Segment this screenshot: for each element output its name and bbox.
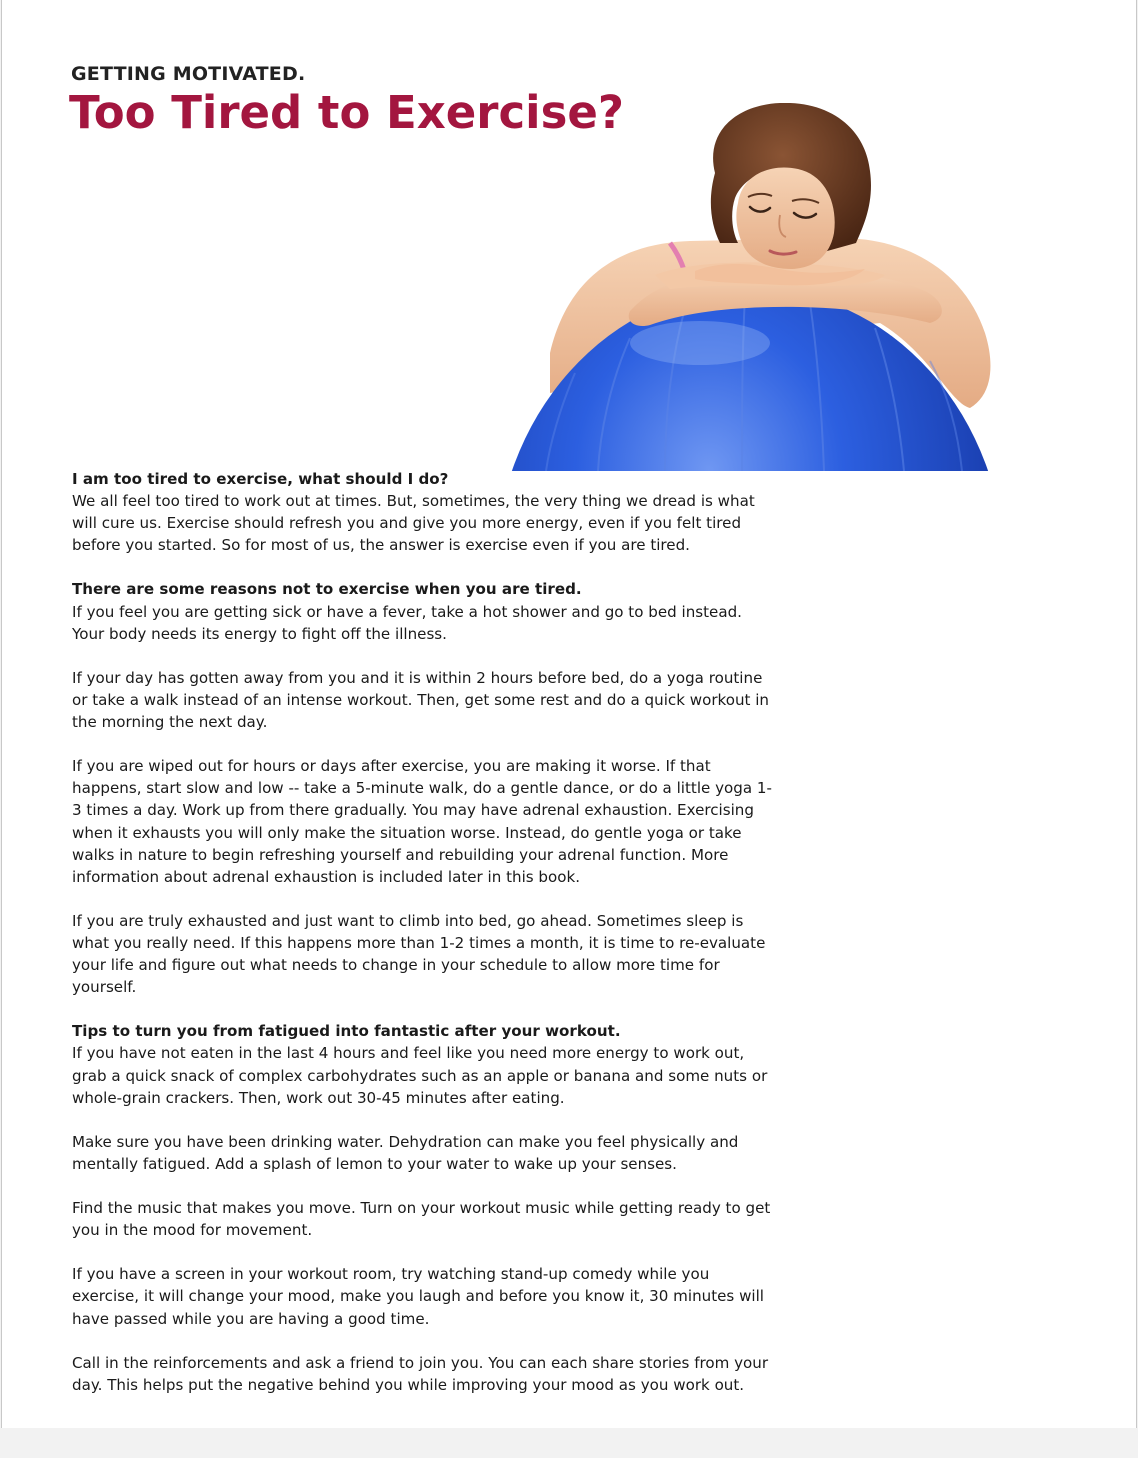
document-page xyxy=(1,0,1137,1428)
paragraph: If you feel you are getting sick or have a fever, take a hot shower and go to bed instead. Your body needs its energy to fight off the illness. xyxy=(72,602,742,643)
section-heading: I am too tired to exercise, what should I do? xyxy=(72,470,449,488)
section-kicker: GETTING MOTIVATED. xyxy=(71,63,306,85)
section-reasons-not-to-exercise xyxy=(72,578,772,644)
paragraph: If your day has gotten away from you and it is within 2 hours before bed, do a yoga routine or take a walk instead of an intense workout. Then, get some rest and do a quick workout in the morning the next day. xyxy=(72,668,770,732)
paragraph: Find the music that makes you move. Turn on your workout music while getting ready to get you in the mood for movement. xyxy=(72,1199,771,1240)
article-body xyxy=(72,468,772,1396)
paragraph: If you are truly exhausted and just want to climb into bed, go ahead. Sometimes sleep is what you really need. If this happens more than 1-2 times a month, it is time to re-evaluate your life and figure out what needs to change in your schedule to allow more time for yourself. xyxy=(72,911,766,997)
section-too-tired xyxy=(72,468,772,556)
section-heading: Tips to turn you from fatigued into fantastic after your workout. xyxy=(72,1022,621,1041)
paragraph: We all feel too tired to work out at times. But, sometimes, the very thing we dread is what will cure us. Exercise should refresh you and give you more energy, even if you felt tired before you started. So for most of us, the answer is exercise even if you are tired. xyxy=(72,492,755,555)
paragraph: If you have not eaten in the last 4 hours and feel like you need more energy to work out, grab a quick snack of complex carbohydrates such as an apple or banana and some nuts or whole-grain crackers. Then, work out 30-45 minutes after eating. xyxy=(72,1044,768,1107)
page-title: Too Tired to Exercise? xyxy=(69,86,625,139)
section-tips xyxy=(72,1020,772,1108)
paragraph: Make sure you have been drinking water. Dehydration can make you feel physically and mentally fatigued. Add a splash of lemon to your water to wake up your senses. xyxy=(72,1132,739,1173)
section-heading: There are some reasons not to exercise when you are tired. xyxy=(72,580,582,599)
paragraph: If you have a screen in your workout room, try watching stand-up comedy while you exercise, it will change your mood, make you laugh and before you know it, 30 minutes will have passed while you are having a good time. xyxy=(72,1265,764,1328)
woman-resting-on-exercise-ball-illustration xyxy=(480,103,1000,471)
paragraph: If you are wiped out for hours or days after exercise, you are making it worse. If that happens, start slow and low -- take a 5-minute walk, do a gentle dance, or do a little yoga 1-3 times a day. Work up from there gradually. You may have adrenal exhaustion. Exercising when it exhausts you will only make the situation worse. Instead, do gentle yoga or take walks in nature to begin refreshing yourself and rebuilding your adrenal function. More information about adrenal exhaustion is included later in this book. xyxy=(72,757,772,886)
paragraph: Call in the reinforcements and ask a friend to join you. You can each share stories from your day. This helps put the negative behind you while improving your mood as you work out. xyxy=(72,1353,769,1394)
